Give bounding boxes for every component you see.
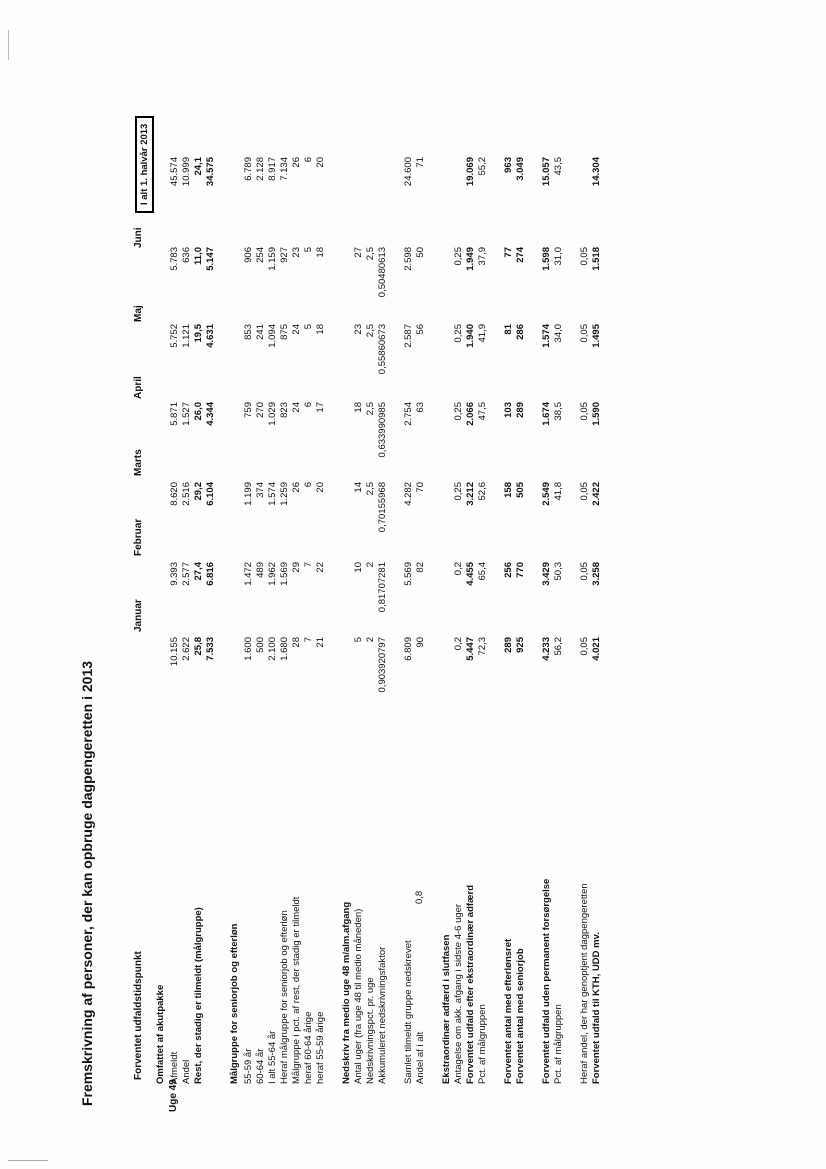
table-cell: 5 [303, 247, 314, 253]
row-label: Ekstraordinær adfærd i slutfasen [441, 934, 452, 1084]
table-cell: 4.021 [591, 637, 602, 661]
table-cell: 2,5 [365, 324, 376, 338]
table-cell: 6.104 [205, 482, 216, 506]
table-cell: 1.121 [181, 324, 192, 348]
table-cell: 7 [303, 562, 314, 568]
table-cell: 289 [515, 402, 526, 418]
table-cell: 906 [243, 247, 254, 263]
table-cell: 5.147 [205, 247, 216, 271]
row-label: 55-59 år [243, 1048, 254, 1084]
table-cell: 1.962 [267, 562, 278, 586]
table-cell: 256 [503, 562, 514, 578]
table-cell: 4.282 [403, 482, 414, 506]
table-cell: 2.422 [591, 482, 602, 506]
table-cell: 37,9 [477, 247, 488, 266]
table-cell: 72,3 [477, 637, 488, 656]
table-cell: 17 [315, 402, 326, 413]
table-cell: 2.754 [403, 402, 414, 426]
table-cell: 1.949 [465, 247, 476, 271]
table-cell: 31,0 [553, 247, 564, 266]
table-cell: 29,2 [193, 482, 204, 501]
table-cell: 500 [255, 637, 266, 653]
row-label: Nedskriv fra medio uge 48 m/alm.afgang [341, 901, 352, 1084]
table-cell: 24,1 [193, 157, 204, 176]
table-cell: 4.455 [465, 562, 476, 586]
table-cell: 2 [365, 562, 376, 568]
table-cell: 55,2 [477, 157, 488, 176]
rotated-sheet [0, 52, 753, 1142]
table-cell: 5 [353, 637, 364, 643]
margin-mark-bottom [8, 1160, 48, 1161]
table-cell: 71 [415, 157, 426, 168]
table-cell: 10.155 [169, 637, 180, 667]
table-cell: 4.631 [205, 324, 216, 348]
column-header-april: April [133, 376, 144, 399]
table-cell: 2,5 [365, 247, 376, 261]
table-cell: 0,05 [579, 247, 590, 266]
table-cell: 6 [303, 482, 314, 488]
table-cell: 29 [291, 562, 302, 573]
table-cell: 1.094 [267, 324, 278, 348]
table-cell: 875 [279, 324, 290, 340]
table-cell: 23 [291, 247, 302, 258]
column-header-februar: Februar [133, 518, 144, 556]
table-cell: 2.598 [403, 247, 414, 271]
page-title: Fremskrivning af personer, der kan opbruge dagpengeretten i 2013 [79, 660, 95, 1106]
row-label: Forventet udfald til KTH, UDD mv. [591, 932, 602, 1084]
table-cell: 1.574 [267, 482, 278, 506]
table-cell: 1.940 [465, 324, 476, 348]
row-label: Nedskrivningspct. pr. uge [365, 977, 376, 1084]
table-cell: 1.574 [541, 324, 552, 348]
table-cell: 25,8 [193, 637, 204, 656]
table-cell: 18 [353, 402, 364, 413]
table-cell: 759 [243, 402, 254, 418]
table-cell: 0,25 [453, 324, 464, 343]
table-cell: 4.233 [541, 637, 552, 661]
table-cell: 927 [279, 247, 290, 263]
table-cell: 63 [415, 402, 426, 413]
table-cell: 77 [503, 247, 514, 258]
table-cell: 56 [415, 324, 426, 335]
table-cell: 925 [515, 637, 526, 653]
table-cell: 0,25 [453, 247, 464, 266]
table-cell: 289 [503, 637, 514, 653]
row-label: Heraf andel, der har genoptjent dagpengeretten [579, 883, 590, 1084]
table-cell: 28 [291, 637, 302, 648]
row-label: Samlet tilmeldt gruppe nedskrevet [403, 940, 414, 1084]
table-cell: 1.600 [243, 637, 254, 661]
table-cell: 1.029 [267, 402, 278, 426]
row-label: heraf 60-64 årige [303, 1011, 314, 1084]
table-cell: 374 [255, 482, 266, 498]
table-cell: 2.128 [255, 157, 266, 181]
table-cell: 43,5 [553, 157, 564, 176]
table-cell: 489 [255, 562, 266, 578]
table-cell: 6.809 [403, 637, 414, 661]
table-cell: 8.620 [169, 482, 180, 506]
row-label: Andel af i alt [415, 1031, 426, 1084]
table-cell: 1.569 [279, 562, 290, 586]
table-cell: 1.680 [279, 637, 290, 661]
table-cell: 6 [303, 157, 314, 163]
table-cell: 0,2 [453, 637, 464, 651]
table-cell: 27 [353, 247, 364, 258]
column-header-total: I alt 1. halvår 2013 [135, 116, 154, 213]
table-cell: 1.495 [591, 324, 602, 348]
column-header-maj: Maj [133, 305, 144, 322]
row-label: Omfattet af akutpakke [155, 984, 166, 1084]
table-cell: 1.518 [591, 247, 602, 271]
row-label: heraf 55-59 årige [315, 1011, 326, 1084]
table-cell: 50,3 [553, 562, 564, 581]
table-cell: 7.134 [279, 157, 290, 181]
week-label: Uge 49 [168, 1079, 179, 1112]
table-cell: 2.100 [267, 637, 278, 661]
table-cell: 81 [503, 324, 514, 335]
table-cell: 6.816 [205, 562, 216, 586]
table-cell: 1.527 [181, 402, 192, 426]
table-cell: 5.871 [169, 402, 180, 426]
row-label: Forventet udfald efter ekstraordinær adfærd [465, 884, 476, 1084]
table-cell: 34.575 [205, 157, 216, 187]
table-cell: 1.259 [279, 482, 290, 506]
table-cell: 24 [291, 324, 302, 335]
column-header-marts: Marts [133, 449, 144, 476]
table-cell: 47,5 [477, 402, 488, 421]
table-cell: 10 [353, 562, 364, 573]
table-cell: 38,5 [553, 402, 564, 421]
table-cell: 14.304 [591, 157, 602, 187]
table-cell: 24 [291, 402, 302, 413]
table-cell: 0,05 [579, 562, 590, 581]
table-cell: 26 [291, 157, 302, 168]
table-cell: 0,25 [453, 402, 464, 421]
table-cell: 15.057 [541, 157, 552, 187]
row-label: Forventet antal med seniorjob [515, 948, 526, 1084]
table-cell: 3.429 [541, 562, 552, 586]
table-cell: 2.577 [181, 562, 192, 586]
table-cell: 1.598 [541, 247, 552, 271]
row-label: Målgruppe i pct. af rest, der stadig er tilmeldt [291, 896, 302, 1084]
table-cell: 52,6 [477, 482, 488, 501]
table-cell: 5.752 [169, 324, 180, 348]
table-cell: 24.600 [403, 157, 414, 187]
table-cell: 19,5 [193, 324, 204, 343]
table-cell: 270 [255, 402, 266, 418]
table-cell: 2.549 [541, 482, 552, 506]
table-cell: 20 [315, 157, 326, 168]
table-cell: 0,55860673 [377, 324, 388, 375]
table-cell: 2.066 [465, 402, 476, 426]
table-cell: 7 [303, 637, 314, 643]
column-header-juni: Juni [133, 227, 144, 248]
table-cell: 5 [303, 324, 314, 330]
table-cell: 2.587 [403, 324, 414, 348]
table-cell: 636 [181, 247, 192, 263]
table-cell: 5.447 [465, 637, 476, 661]
table-cell: 963 [503, 157, 514, 173]
table-cell: 505 [515, 482, 526, 498]
table-cell: 9.393 [169, 562, 180, 586]
table-cell: 5.783 [169, 247, 180, 271]
table-cell: 5.569 [403, 562, 414, 586]
row-label: Pct. af målgruppen [553, 1004, 564, 1084]
table-cell: 3.258 [591, 562, 602, 586]
table-cell: 0,70155968 [377, 482, 388, 533]
table-cell: 7.533 [205, 637, 216, 661]
table-cell: 45.574 [169, 157, 180, 187]
table-cell: 6 [303, 402, 314, 408]
table-cell: 18 [315, 247, 326, 258]
table-cell: 3.212 [465, 482, 476, 506]
table-cell: 19.069 [465, 157, 476, 187]
row-label: Forventet antal med efterlønsret [503, 938, 514, 1084]
table-cell: 4.344 [205, 402, 216, 426]
table-cell: 26,0 [193, 402, 204, 421]
row-label: Antagelse om akk. afgang i sidste 4-6 uger [453, 903, 464, 1084]
table-cell: 0,633990985 [377, 402, 388, 458]
table-cell: 770 [515, 562, 526, 578]
table-cell: 286 [515, 324, 526, 340]
table-cell: 1.472 [243, 562, 254, 586]
table-cell: 853 [243, 324, 254, 340]
table-cell: 0,903920797 [377, 637, 388, 693]
row-label: Forventet udfald uden permanent forsørgelse [541, 878, 552, 1084]
row-label: Andel [181, 1059, 192, 1084]
table-cell: 27,4 [193, 562, 204, 581]
row-label: Heraf målgruppe for seniorjob og efterløn [279, 910, 290, 1084]
table-cell: 41,9 [477, 324, 488, 343]
table-cell: 823 [279, 402, 290, 418]
table-cell: 1.199 [243, 482, 254, 506]
table-cell: 56,2 [553, 637, 564, 656]
table-cell: 0,81707281 [377, 562, 388, 613]
table-cell: 0,2 [453, 562, 464, 576]
table-cell: 0,05 [579, 637, 590, 656]
table-cell: 2,5 [365, 402, 376, 416]
table-cell: 3.049 [515, 157, 526, 181]
table-cell: 70 [415, 482, 426, 493]
table-cell: 6.789 [243, 157, 254, 181]
table-cell: 2,5 [365, 482, 376, 496]
table-cell: 50 [415, 247, 426, 258]
table-cell: 18 [315, 324, 326, 335]
table-cell: 11,0 [193, 247, 204, 265]
side-value: 0,8 [414, 890, 425, 904]
row-label: Afmeldt [169, 1051, 180, 1084]
table-cell: 103 [503, 402, 514, 418]
row-label: Akkumuleret nedskrivningsfaktor [377, 946, 388, 1084]
table-cell: 2 [365, 637, 376, 643]
table-cell: 65,4 [477, 562, 488, 581]
table-cell: 0,25 [453, 482, 464, 501]
table-cell: 14 [353, 482, 364, 493]
row-label: 60-64 år [255, 1048, 266, 1084]
table-cell: 1.590 [591, 402, 602, 426]
table-cell: 34,0 [553, 324, 564, 343]
table-cell: 254 [255, 247, 266, 263]
table-cell: 21 [315, 637, 326, 648]
row-label: Pct. af målgruppen [477, 1004, 488, 1084]
table-cell: 1.159 [267, 247, 278, 271]
table-cell: 82 [415, 562, 426, 573]
row-label: Rest, der stadig er tilmeldt (målgruppe) [193, 907, 204, 1084]
table-cell: 8.917 [267, 157, 278, 181]
table-cell: 41,8 [553, 482, 564, 501]
table-cell: 10.999 [181, 157, 192, 187]
table-cell: 0,05 [579, 482, 590, 501]
table-cell: 274 [515, 247, 526, 263]
row-label: Antal uger (fra uge 48 til medio måneden) [353, 908, 364, 1084]
table-cell: 0,05 [579, 402, 590, 421]
table-cell: 22 [315, 562, 326, 573]
table-cell: 23 [353, 324, 364, 335]
table-cell: 26 [291, 482, 302, 493]
table-cell: 2.516 [181, 482, 192, 506]
table-cell: 1.674 [541, 402, 552, 426]
table-cell: 0,50480613 [377, 247, 388, 298]
table-cell: 158 [503, 482, 514, 498]
table-cell: 20 [315, 482, 326, 493]
table-cell: 0,05 [579, 324, 590, 343]
table-cell: 241 [255, 324, 266, 340]
table-cell: 2.622 [181, 637, 192, 661]
column-header-label: Forventet udfaldstidspunkt [133, 951, 144, 1080]
column-header-januar: Januar [133, 599, 144, 632]
row-label: I alt 55-64 år [267, 1030, 278, 1084]
row-label: Målgruppe for seniorjob og efterløn [229, 923, 240, 1084]
table-cell: 90 [415, 637, 426, 648]
